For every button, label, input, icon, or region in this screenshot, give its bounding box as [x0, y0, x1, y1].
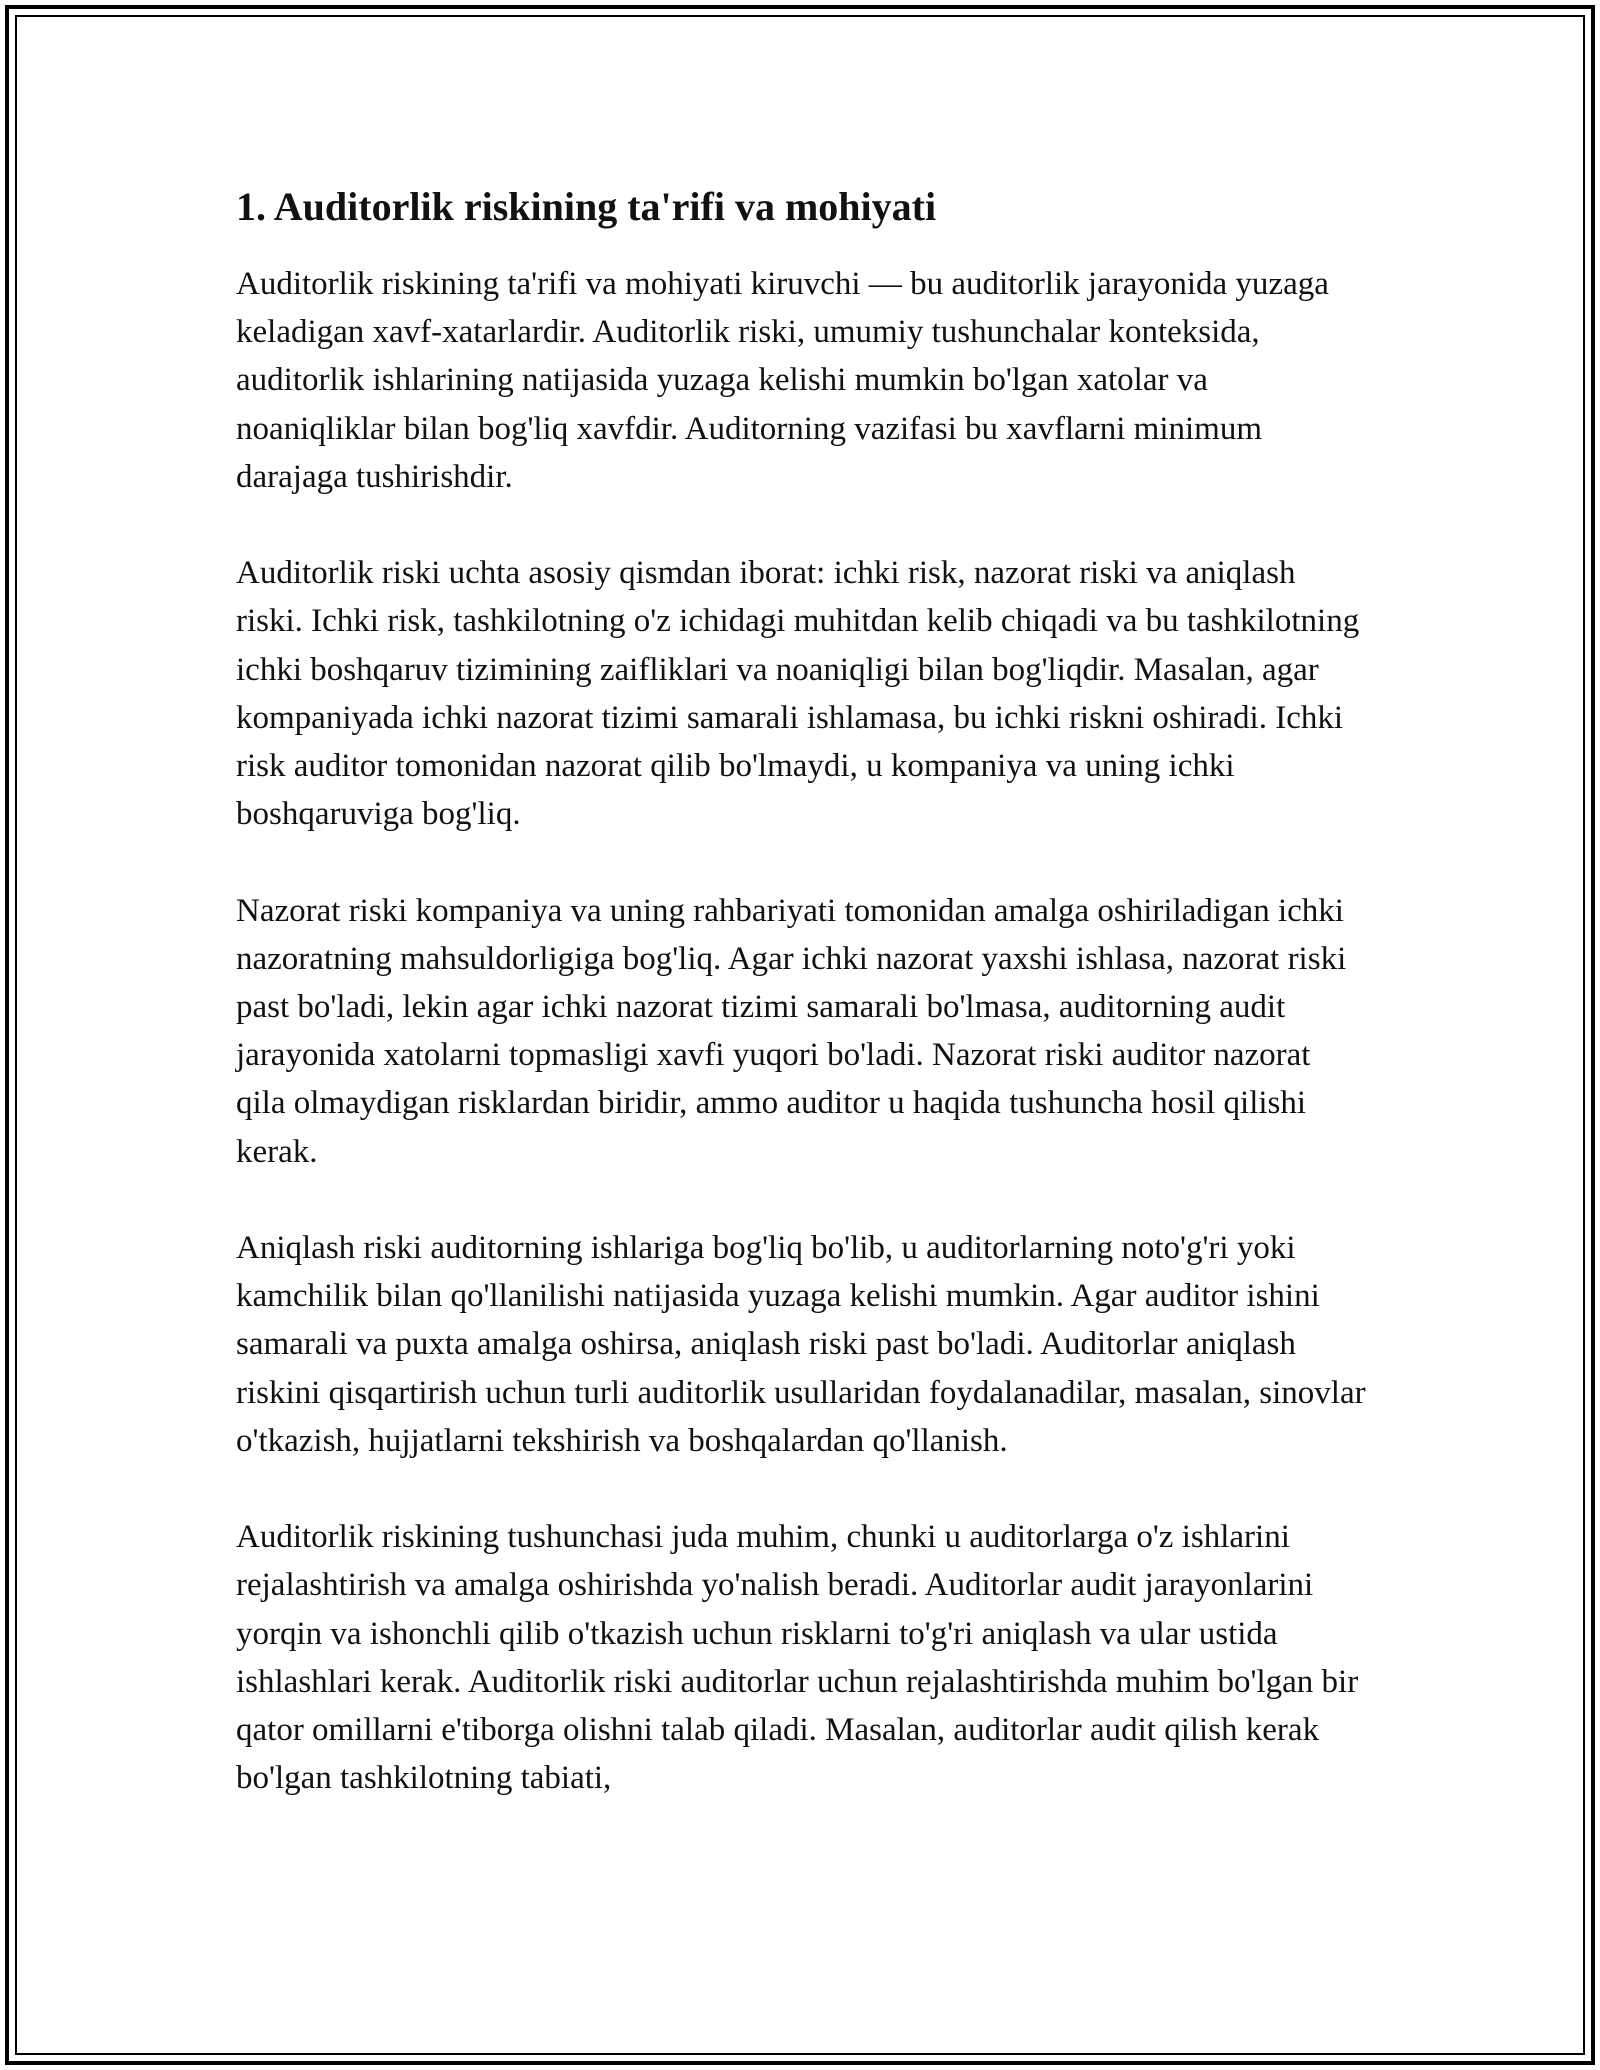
- paragraph-5: Auditorlik riskining tushunchasi juda muhim, chunki u auditorlarga o'z ishlarini rejalashtirish va amalga oshirishda yo'nalish beradi. Auditorlar audit jarayonlarini yorqin va ishonchli qilib o'tkazish uchun risklarni to'g'ri aniqlash va ular ustida ishlashlari kerak. Auditorlik riski auditorlar uchun rejalashtirishda muhim bo'lgan bir qator omillarni e'tiborga olishni talab qiladi. Masalan, auditorlar audit qilish kerak bo'lgan tashkilotning tabiati,: [236, 1519, 1359, 1797]
- document-body: [236, 180, 1366, 1851]
- paragraph-4: Aniqlash riski auditorning ishlariga bog'liq bo'lib, u auditorlarning noto'g'ri yoki kamchilik bilan qo'llanilishi natijasida yuzaga kelishi mumkin. Agar auditor ishini samarali va puxta amalga oshirsa, aniqlash riski past bo'ladi. Auditorlar aniqlash riskini qisqartirish uchun turli auditorlik usullaridan foydalanadilar, masalan, sinovlar o'tkazish, hujjatlarni tekshirish va boshqalardan qo'llanish.: [236, 1230, 1366, 1459]
- section-title: 1. Auditorlik riskining ta'rifi va mohiyati: [236, 184, 937, 229]
- paragraph-1: Auditorlik riskining ta'rifi va mohiyati kiruvchi — bu auditorlik jarayonida yuzaga keladigan xavf-xatarlardir. Auditorlik riski, umumiy tushunchalar konteksida, auditorlik ishlarining natijasida yuzaga kelishi mumkin bo'lgan xatolar va noaniqliklar bilan bog'liq xavfdir. Auditorning vazifasi bu xavflarni minimum darajaga tushirishdir.: [236, 266, 1329, 495]
- paragraph-2: Auditorlik riski uchta asosiy qismdan iborat: ichki risk, nazorat riski va aniqlash riski. Ichki risk, tashkilotning o'z ichidagi muhitdan kelib chiqadi va bu tashkilotning ichki boshqaruv tizimining zaifliklari va noaniqligi bilan bog'liqdir. Masalan, agar kompaniyada ichki nazorat tizimi samarali ishlamasa, bu ichki riskni oshiradi. Ichki risk auditor tomonidan nazorat qilib bo'lmaydi, u kompaniya va uning ichki boshqaruviga bog'liq.: [236, 555, 1360, 833]
- paragraph-3: Nazorat riski kompaniya va uning rahbariyati tomonidan amalga oshiriladigan ichki nazoratning mahsuldorligiga bog'liq. Agar ichki nazorat yaxshi ishlasa, nazorat riski past bo'ladi, lekin agar ichki nazorat tizimi samarali bo'lmasa, auditorning audit jarayonida xatolarni topmasligi xavfi yuqori bo'ladi. Nazorat riski auditor nazorat qila olmaydigan risklardan biridir, ammo auditor u haqida tushuncha hosil qilishi kerak.: [236, 892, 1347, 1170]
